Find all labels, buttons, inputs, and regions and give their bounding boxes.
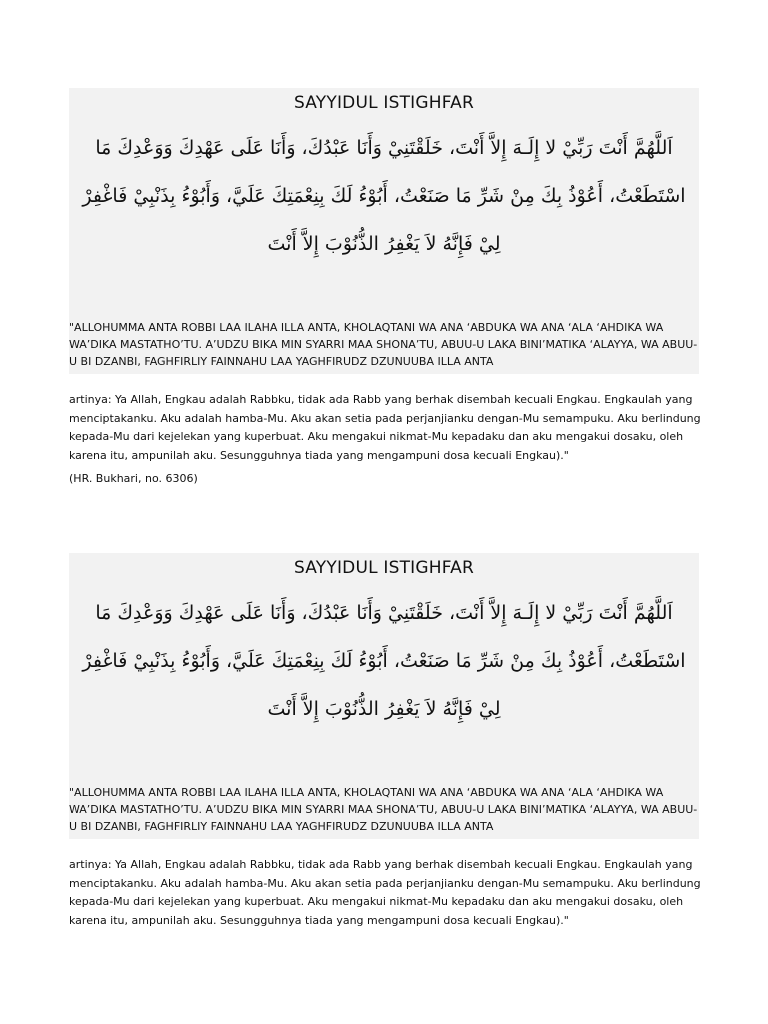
hadith-source: (HR. Bukhari, no. 6306)	[69, 472, 198, 485]
meaning-paragraph: artinya: Ya Allah, Engkau adalah Rabbku, tidak ada Rabb yang berhak disembah kecuali Engkau. Engkaulah yang menciptakanku. Aku adalah hamba-Mu. Aku akan setia pada perjanjianku dengan-Mu semampuku. Aku berlindung kepada-Mu dari kejelekan yang kuperbuat. Aku mengakui nikmat-Mu kepadaku dan aku mengakui dosaku, oleh karena itu, ampunilah aku. Sesungguhnya tiada yang mengampuni dosa kecuali Engkau)."	[69, 393, 701, 462]
transliteration-text: "ALLOHUMMA ANTA ROBBI LAA ILAHA ILLA ANTA, KHOLAQTANI WA ANA ‘ABDUKA WA ANA ‘ALA ‘AHDIKA WA WA’DIKA MASTATHO’TU. A’UDZU BIKA MIN SYARRI MAA SHONA’TU, ABUU-U LAKA BINI’MATIKA ‘ALAYYA, WA ABUU-U BI DZANBI, FAGHFIRLIY FAINNAHU LAA YAGHFIRUDZ DZUNUUBA ILLA ANTA	[69, 321, 698, 368]
arabic-text: اَللَّهُمَّ أَنْتَ رَبِّيْ لا إِلَـهَ إِلاَّ أَنْتَ، خَلَقْتَنِيْ وَأَنَا عَبْدُكَ، وَأَنَا عَلَى عَهْدِكَ وَوَعْدِكَ مَا اسْتَطَعْتُ، أَعُوْذُ بِكَ مِنْ شَرِّ مَا صَنَعْتُ، أَبُوْءُ لَكَ بِنِعْمَتِكَ عَلَيَّ، وَأَبُوْءُ بِذَنْبِيْ فَاغْفِرْ لِيْ فَإِنَّهُ لاَ يَغْفِرُ الذُّنُوْبَ إِلاَّ أَنْتَ	[82, 602, 686, 720]
prayer-title: SAYYIDUL ISTIGHFAR	[293, 558, 475, 578]
meaning-paragraph: artinya: Ya Allah, Engkau adalah Rabbku, tidak ada Rabb yang berhak disembah kecuali Engkau. Engkaulah yang menciptakanku. Aku adalah hamba-Mu. Aku akan setia pada perjanjianku dengan-Mu semampuku. Aku berlindung kepada-Mu dari kejelekan yang kuperbuat. Aku mengakui nikmat-Mu kepadaku dan aku mengakui dosaku, oleh karena itu, ampunilah aku. Sesungguhnya tiada yang mengampuni dosa kecuali Engkau)."	[69, 858, 701, 927]
prayer-title: SAYYIDUL ISTIGHFAR	[293, 93, 475, 113]
prayer-block-1	[69, 88, 699, 374]
prayer-block-2	[69, 553, 699, 839]
transliteration-text: "ALLOHUMMA ANTA ROBBI LAA ILAHA ILLA ANTA, KHOLAQTANI WA ANA ‘ABDUKA WA ANA ‘ALA ‘AHDIKA WA WA’DIKA MASTATHO’TU. A’UDZU BIKA MIN SYARRI MAA SHONA’TU, ABUU-U LAKA BINI’MATIKA ‘ALAYYA, WA ABUU-U BI DZANBI, FAGHFIRLIY FAINNAHU LAA YAGHFIRUDZ DZUNUUBA ILLA ANTA	[69, 786, 698, 833]
arabic-text: اَللَّهُمَّ أَنْتَ رَبِّيْ لا إِلَـهَ إِلاَّ أَنْتَ، خَلَقْتَنِيْ وَأَنَا عَبْدُكَ، وَأَنَا عَلَى عَهْدِكَ وَوَعْدِكَ مَا اسْتَطَعْتُ، أَعُوْذُ بِكَ مِنْ شَرِّ مَا صَنَعْتُ، أَبُوْءُ لَكَ بِنِعْمَتِكَ عَلَيَّ، وَأَبُوْءُ بِذَنْبِيْ فَاغْفِرْ لِيْ فَإِنَّهُ لاَ يَغْفِرُ الذُّنُوْبَ إِلاَّ أَنْتَ	[82, 137, 686, 255]
